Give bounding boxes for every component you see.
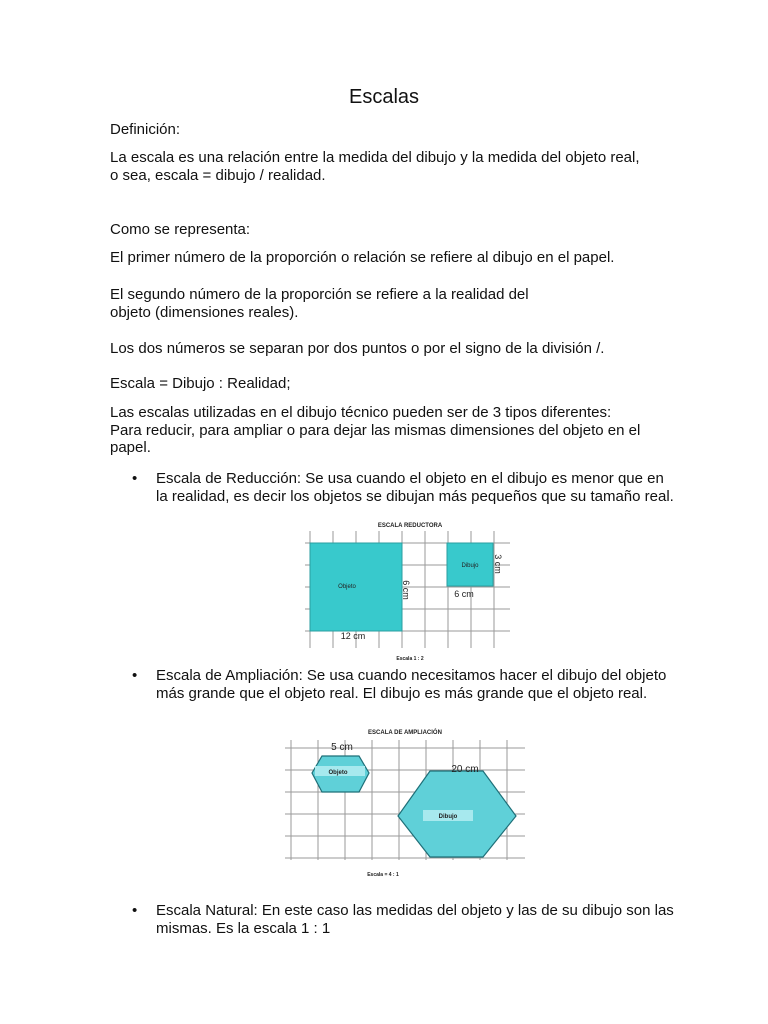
bullet-dot: • (132, 902, 138, 919)
definition-label: Definición: (110, 121, 181, 138)
figure-escala-ampliacion (285, 724, 525, 882)
objeto-square (310, 543, 402, 631)
fig2-dim-20cm: 20 cm (451, 764, 479, 775)
fig2-title: ESCALA DE AMPLIACIÓN (368, 730, 442, 736)
paragraph-separator: Los dos números se separan por dos puntos o por el signo de la división /. (110, 340, 605, 357)
paragraph-second-number: El segundo número de la proporción se refiere a la realidad del objeto (dimensiones reales). (110, 286, 529, 321)
fig1-dim-3cm: 3 cm (493, 554, 503, 574)
bullet-dot: • (132, 667, 138, 684)
bullet-dot: • (132, 470, 138, 487)
definition-text: La escala es una relación entre la medida del dibujo y la medida del objeto real, o sea, escala = dibujo / realidad. (110, 149, 640, 184)
representation-label: Como se representa: (110, 221, 251, 238)
fig2-dim-5cm: 5 cm (331, 742, 353, 753)
fig1-dim-6cm-vertical: 6 cm (401, 580, 411, 600)
fig2-footer: Escala = 4 : 1 (367, 872, 399, 878)
paragraph-formula: Escala = Dibujo : Realidad; (110, 375, 291, 392)
fig1-objeto-label: Objeto (338, 584, 356, 590)
paragraph-first-number: El primer número de la proporción o relación se refiere al dibujo en el papel. (110, 249, 615, 266)
fig1-dim-6cm-horizontal: 6 cm (454, 589, 474, 599)
page-title: Escalas (348, 86, 420, 108)
figure-escala-reductora (305, 518, 515, 666)
fig1-footer: Escala 1 : 2 (396, 656, 424, 662)
fig1-dim-12cm: 12 cm (340, 631, 366, 641)
paragraph-types: Las escalas utilizadas en el dibujo técnico pueden ser de 3 tipos diferentes: Para reducir, para ampliar o para dejar las mismas dimensiones del objeto en el papel. (110, 404, 641, 456)
fig2-dibujo-label: Dibujo (438, 814, 458, 820)
bullet-ampliacion: Escala de Ampliación: Se usa cuando necesitamos hacer el dibujo del objeto más grande que el objeto real. El dibujo es más grande que el objeto real. (156, 667, 667, 702)
fig2-objeto-label: Objeto (328, 770, 348, 776)
bullet-natural: Escala Natural: En este caso las medidas del objeto y las de su dibujo son las mismas. Es la escala 1 : 1 (156, 902, 674, 937)
fig1-title: ESCALA REDUCTORA (377, 523, 443, 529)
fig1-dibujo-label: Dibujo (461, 563, 479, 569)
bullet-reduccion: Escala de Reducción: Se usa cuando el objeto en el dibujo es menor que en la realidad, es decir los objetos se dibujan más pequeños que su tamaño real. (156, 470, 674, 505)
